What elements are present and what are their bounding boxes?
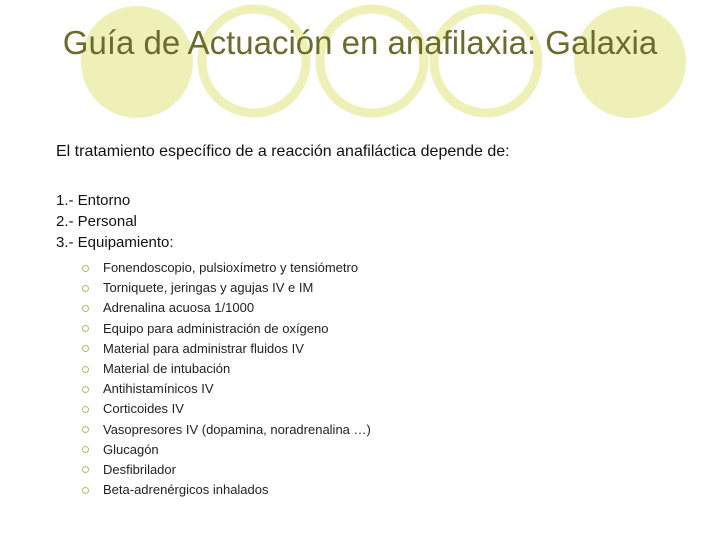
hollow-circle-bullet-icon: [82, 466, 89, 473]
slide-title: Guía de Actuación en anafilaxia: Galaxia: [62, 24, 658, 61]
list-item-label: Glucagón: [103, 441, 159, 457]
list-item-label: Material para administrar fluidos IV: [103, 340, 304, 356]
list-item: [82, 420, 371, 440]
numbered-item: 3.- Equipamiento:: [56, 234, 174, 251]
list-item: [82, 339, 371, 359]
list-item-label: Equipo para administración de oxígeno: [103, 320, 329, 336]
hollow-circle-bullet-icon: [82, 345, 89, 352]
list-item: [82, 258, 371, 278]
list-item-label: Fonendoscopio, pulsioxímetro y tensiómetro: [103, 260, 359, 275]
list-item-label: Beta-adrenérgicos inhalados: [103, 482, 269, 498]
list-item-label: Corticoides IV: [103, 401, 184, 417]
hollow-circle-bullet-icon: [82, 305, 89, 312]
hollow-circle-bullet-icon: [82, 406, 89, 413]
hollow-circle-bullet-icon: [82, 366, 89, 373]
list-item: [82, 460, 371, 480]
equipment-list: [82, 258, 371, 500]
list-item: [82, 319, 371, 339]
list-item-label: Antihistamínicos IV: [103, 381, 214, 397]
list-item: [82, 298, 371, 318]
list-item: [82, 278, 371, 298]
list-item-label: Adrenalina acuosa 1/1000: [103, 300, 255, 316]
list-item: [82, 379, 371, 399]
decorative-circles: [0, 0, 720, 130]
list-item: [82, 399, 371, 419]
list-item-label: Desfibrilador: [103, 461, 176, 477]
numbered-list: [56, 190, 174, 253]
intro-text: El tratamiento específico de a reacción anafiláctica depende de:: [56, 143, 510, 160]
hollow-circle-bullet-icon: [82, 325, 89, 332]
list-item-label: Vasopresores IV (dopamina, noradrenalina …): [103, 421, 371, 437]
numbered-item: 2.- Personal: [56, 213, 137, 230]
hollow-circle-bullet-icon: [82, 386, 89, 393]
list-item: [82, 440, 371, 460]
hollow-circle-bullet-icon: [82, 285, 89, 292]
list-item: [82, 359, 371, 379]
hollow-circle-bullet-icon: [82, 446, 89, 453]
numbered-item: 1.- Entorno: [56, 192, 131, 209]
hollow-circle-bullet-icon: [82, 487, 89, 494]
list-item-label: Material de intubación: [103, 360, 231, 376]
list-item: [82, 480, 371, 500]
list-item-label: Torniquete, jeringas y agujas IV e IM: [103, 280, 314, 296]
hollow-circle-bullet-icon: [82, 265, 89, 272]
hollow-circle-bullet-icon: [82, 426, 89, 433]
